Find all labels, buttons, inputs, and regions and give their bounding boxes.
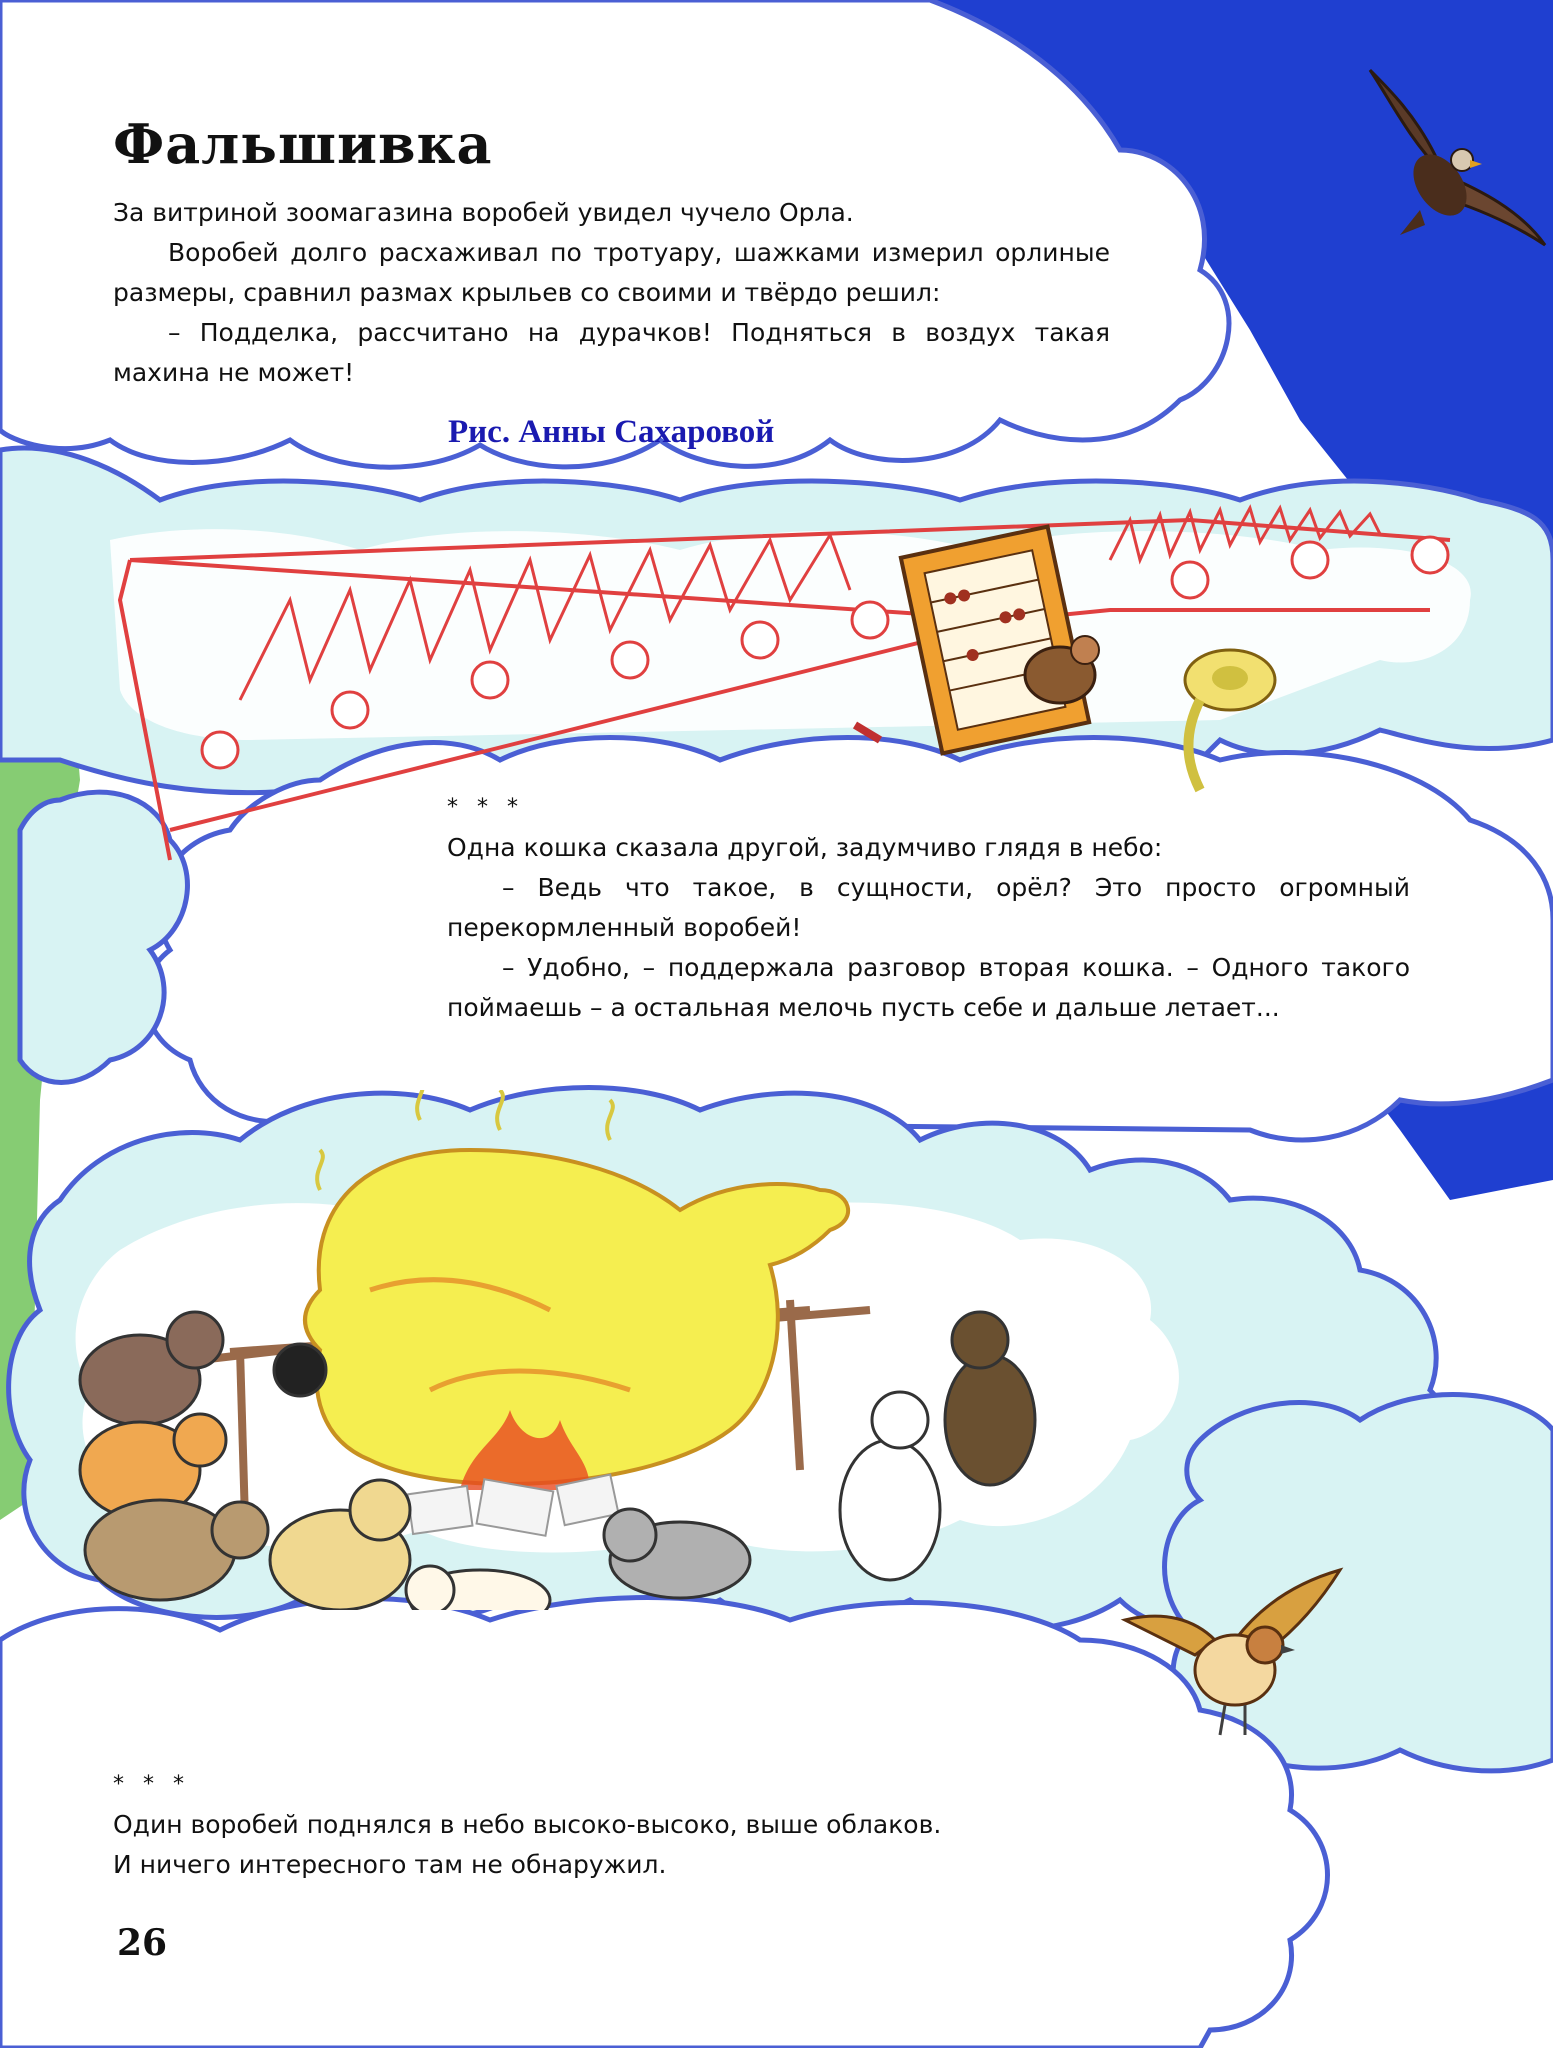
tape-measure-drawing <box>1185 650 1275 790</box>
roast-chicken <box>305 1150 848 1484</box>
eagle-illustration <box>1330 60 1550 280</box>
illustration-credit: Рис. Анны Сахаровой <box>448 414 775 450</box>
story-two-line: – Удобно, – поддержала разговор вторая кошка. – Одного такого поймаешь – а остальная мелочь пусть себе и дальше летает... <box>447 953 1410 1022</box>
story-one-line: За витриной зоомагазина воробей увидел чучело Орла. <box>113 198 854 227</box>
page-number: 26 <box>117 1922 168 1964</box>
story-two-line: – Ведь что такое, в сущности, орёл? Это просто огромный перекормленный воробей! <box>447 873 1410 942</box>
story-one-line: – Подделка, рассчитано на дурачков! Подняться в воздух такая махина не может! <box>113 318 1110 387</box>
story-separator: * * * <box>447 795 524 820</box>
sparrow-illustration <box>1105 1560 1345 1750</box>
abacus-drawing <box>901 527 1099 754</box>
story-one <box>113 193 1110 393</box>
story-two-line: Одна кошка сказала другой, задумчиво глядя в небо: <box>447 833 1163 862</box>
story-two <box>447 788 1410 1028</box>
story-one-line: Воробей долго расхаживал по тротуару, шажками измерил орлиные размеры, сравнил размах крыльев со своими и твёрдо решил: <box>113 238 1110 307</box>
story-three-line: Один воробей поднялся в небо высоко-высоко, выше облаков. <box>113 1810 942 1839</box>
story-three <box>113 1765 1013 1885</box>
cats-roasting-illustration <box>30 1090 1050 1610</box>
story-three-line: И ничего интересного там не обнаружил. <box>113 1850 667 1879</box>
page-title: Фальшивка <box>113 112 493 176</box>
story-separator: * * * <box>113 1772 190 1797</box>
